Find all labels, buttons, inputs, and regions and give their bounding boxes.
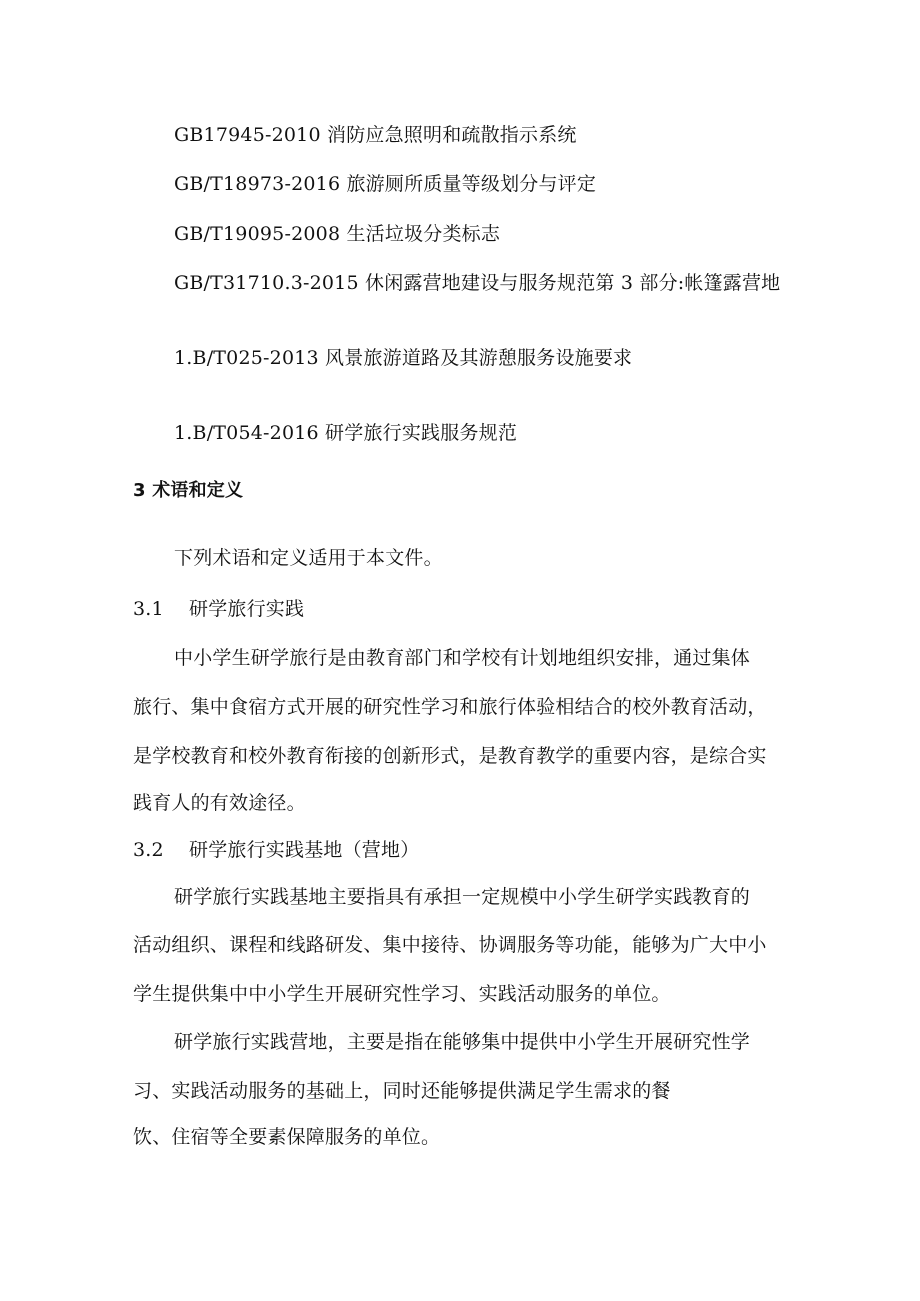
term-body-line: 习、实践活动服务的基础上，同时还能够提供满足学生需求的餐 (133, 1080, 671, 1102)
reference-item: GB/T19095-2008 生活垃圾分类标志 (174, 223, 501, 245)
term-body-line: 践育人的有效途径。 (133, 792, 306, 814)
term-heading (133, 838, 419, 862)
section-intro: 下列术语和定义适用于本文件。 (174, 547, 443, 569)
term-body-line: 旅行、集中食宿方式开展的研究性学习和旅行体验相结合的校外教育活动， (133, 696, 767, 718)
term-number: 3.2 (133, 839, 164, 861)
reference-item: 1.B/T025-2013 风景旅游道路及其游憩服务设施要求 (174, 347, 633, 369)
term-heading (133, 597, 304, 621)
term-body-line: 研学旅行实践营地，主要是指在能够集中提供中小学生开展研究性学 (174, 1031, 751, 1053)
section-heading: 3 术语和定义 (133, 480, 244, 501)
term-body-line: 是学校教育和校外教育衔接的创新形式，是教育教学的重要内容，是综合实 (133, 745, 767, 767)
term-body-line: 饮、住宿等全要素保障服务的单位。 (133, 1126, 441, 1148)
reference-item: GB17945-2010 消防应急照明和疏散指示系统 (174, 124, 577, 146)
term-body-line: 研学旅行实践基地主要指具有承担一定规模中小学生研学实践教育的 (174, 886, 751, 908)
term-body-line: 活动组织、课程和线路研发、集中接待、协调服务等功能，能够为广大中小 (133, 934, 767, 956)
term-body-line: 中小学生研学旅行是由教育部门和学校有计划地组织安排，通过集体 (174, 647, 751, 669)
reference-item: GB/T18973-2016 旅游厕所质量等级划分与评定 (174, 173, 597, 195)
term-body-line: 学生提供集中中小学生开展研究性学习、实践活动服务的单位。 (133, 983, 671, 1005)
term-number: 3.1 (133, 598, 164, 620)
term-title: 研学旅行实践基地（营地） (189, 839, 420, 861)
reference-item: GB/T31710.3-2015 休闲露营地建设与服务规范第 3 部分:帐篷露营地 (174, 272, 781, 294)
reference-item: 1.B/T054-2016 研学旅行实践服务规范 (174, 422, 518, 444)
term-title: 研学旅行实践 (189, 598, 305, 620)
